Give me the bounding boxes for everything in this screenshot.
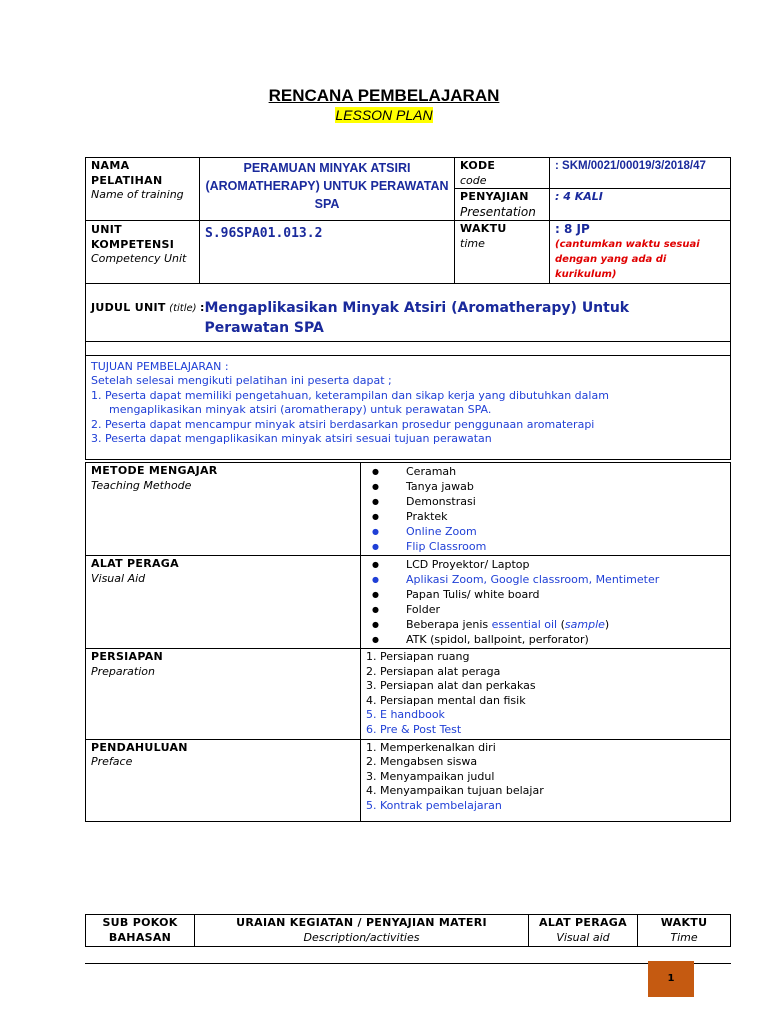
kode-penyajian-cell: KODE code PENYAJIAN Presentation (455, 158, 550, 221)
tujuan-item: 2. Peserta dapat mencampur minyak atsiri berdasarkan prosedur penggunaan aromaterapi (91, 417, 595, 431)
tujuan-item: 3. Peserta dapat mengaplikasikan minyak atsiri sesuai tujuan perawatan (91, 432, 492, 445)
list-item: 5. Kontrak pembelajaran (366, 798, 502, 812)
unit-cell: UNIT KOMPETENSI Competency Unit (86, 221, 200, 284)
list-item: 4. Menyampaikan tujuan belajar (366, 784, 544, 798)
pendahuluan-list-cell (361, 739, 731, 821)
persiapan-cell: PERSIAPAN Preparation (86, 649, 361, 740)
list-item: ● Tanya jawab (366, 479, 725, 494)
list-item: ● Flip Classroom (366, 539, 725, 554)
penyajian-value: : 4 KALI (555, 190, 603, 203)
col-alat-peraga: ALAT PERAGA Visual aid (529, 915, 638, 947)
list-item: ● Papan Tulis/ white board (366, 587, 725, 602)
tujuan-cell (86, 355, 731, 459)
judul-cell: JUDUL UNIT (title) : Mengaplikasikan Minyak Atsiri (Aromatherapy) Untuk Perawatan SPA (86, 283, 731, 341)
list-item: ● LCD Proyektor/ Laptop (366, 557, 725, 572)
alat-cell: ALAT PERAGA Visual Aid (86, 556, 361, 649)
pendahuluan-cell: PENDAHULUAN Preface (86, 739, 361, 821)
footer-divider (85, 963, 731, 964)
list-item: ● Folder (366, 602, 725, 617)
metode-cell: METODE MENGAJAR Teaching Methode (86, 463, 361, 556)
page-number-badge: 1 (648, 961, 694, 997)
list-item: 1. Memperkenalkan diri (366, 740, 496, 754)
tujuan-intro: Setelah selesai mengikuti pelatihan ini peserta dapat ; (91, 374, 392, 387)
tujuan-heading: TUJUAN PEMBELAJARAN : (91, 359, 229, 373)
list-item: 2. Mengabsen siswa (366, 755, 478, 769)
activities-header-table (85, 914, 731, 947)
list-item: ● Online Zoom (366, 524, 725, 539)
kode-value: : SKM/0021/00019/3/2018/47 (555, 160, 706, 172)
col-sub-pokok: SUB POKOK BAHASAN (86, 915, 195, 947)
list-item: 3. Persiapan alat dan perkakas (366, 679, 536, 693)
list-item: 6. Pre & Post Test (366, 722, 462, 736)
list-item: ● Aplikasi Zoom, Google classroom, Mentimeter (366, 572, 725, 587)
judul-value: Mengaplikasikan Minyak Atsiri (Aromatherapy) Untuk Perawatan SPA (204, 299, 630, 336)
list-item: ● Demonstrasi (366, 494, 725, 509)
waktu-cell: WAKTU time (455, 221, 550, 284)
methods-table (85, 462, 731, 822)
waktu-value: : 8 JP (555, 222, 590, 236)
waktu-note: (cantumkan waktu sesuai dengan yang ada di kurikulum) (555, 238, 700, 280)
col-waktu: WAKTU Time (638, 915, 731, 947)
list-item: 1. Persiapan ruang (366, 650, 470, 663)
col-uraian: URAIAN KEGIATAN / PENYAJIAN MATERI Description/activities (195, 915, 529, 947)
list-item: ● Praktek (366, 509, 725, 524)
document-subtitle: LESSON PLAN (335, 107, 433, 123)
list-item: 5. E handbook (366, 708, 445, 722)
tujuan-item: mengaplikasikan minyak atsiri (aromatherapy) untuk perawatan SPA. (109, 403, 492, 416)
nama-value: PERAMUAN MINYAK ATSIRI (AROMATHERAPY) UNTUK PERAWATAN SPA (200, 158, 455, 221)
info-table (85, 157, 731, 460)
list-item: ● Beberapa jenis essential oil (sample) (366, 617, 725, 632)
kode-penyajian-values (550, 158, 731, 221)
unit-value: S.96SPA01.013.2 (200, 221, 455, 284)
list-item: 4. Persiapan mental dan fisik (366, 693, 526, 707)
alat-list-cell (361, 556, 731, 649)
metode-list-cell (361, 463, 731, 556)
persiapan-list-cell (361, 649, 731, 740)
list-item: ● ATK (spidol, ballpoint, perforator) (366, 632, 725, 647)
list-item: 3. Menyampaikan judul (366, 769, 495, 783)
nama-cell: NAMA PELATIHAN Name of training (86, 158, 200, 221)
spacer-row (86, 341, 731, 355)
list-item: 2. Persiapan alat peraga (366, 664, 501, 678)
tujuan-item: 1. Peserta dapat memiliki pengetahuan, keterampilan dan sikap kerja yang dibutuhkan dalam (91, 388, 609, 402)
waktu-values (550, 221, 731, 284)
list-item: ● Ceramah (366, 464, 725, 479)
document-title: RENCANA PEMBELAJARAN (268, 86, 500, 105)
